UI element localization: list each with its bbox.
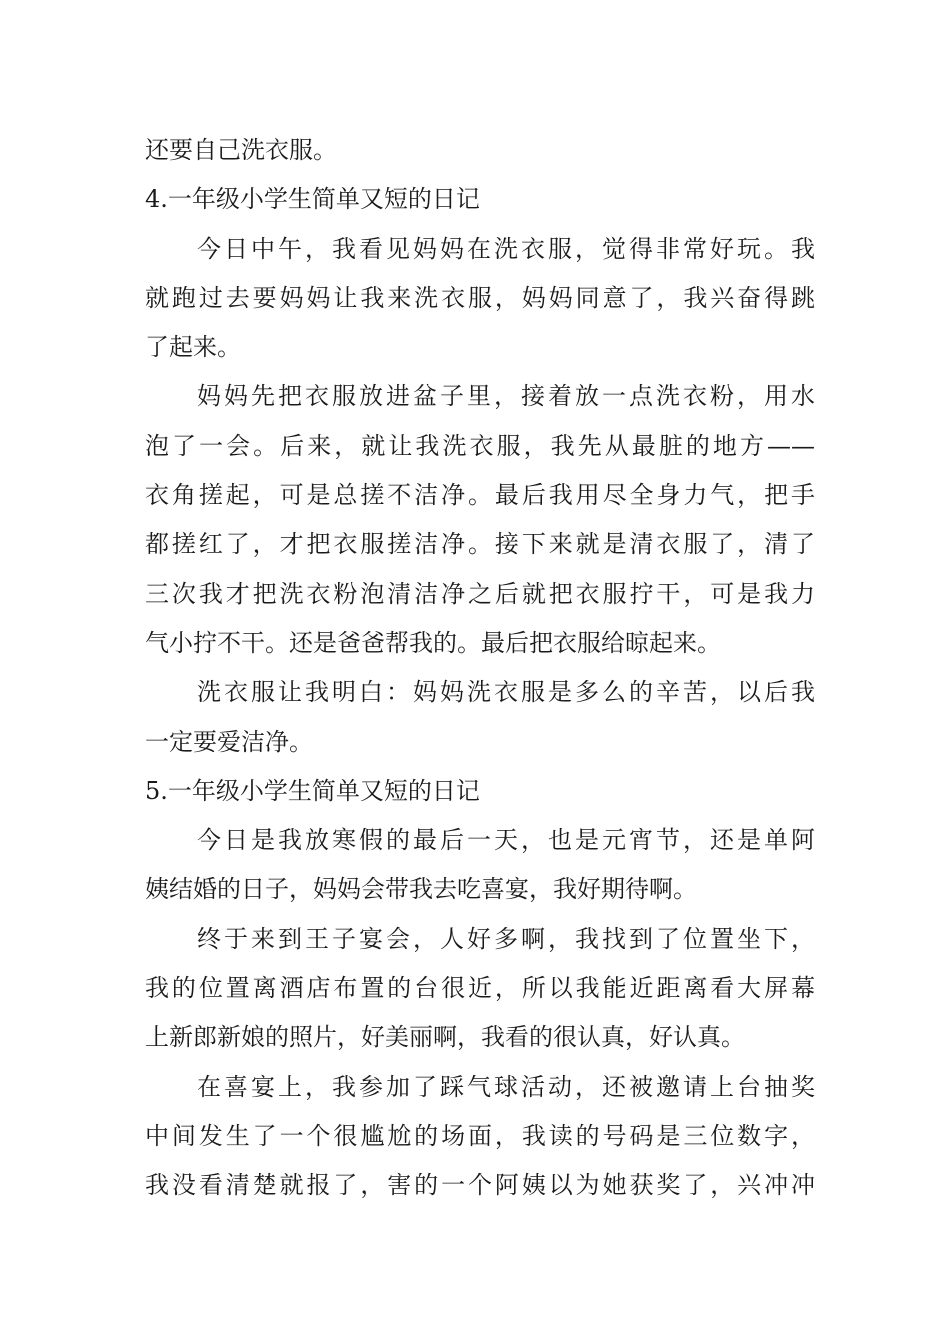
- section-4-paragraph-2: [145, 372, 815, 668]
- section-5-title: 5.一年级小学生简单又短的日记: [145, 776, 480, 805]
- section-4-paragraph-1: [145, 225, 815, 373]
- continuation-line: 还要自己洗衣服。: [145, 136, 337, 164]
- paragraph-line: 中间发生了一个很尴尬的场面，我读的号码是三位数字，: [145, 1121, 815, 1150]
- paragraph-line: 我没看清楚就报了，害的一个阿姨以为她获奖了，兴冲冲: [145, 1171, 815, 1200]
- paragraph-line: 我的位置离酒店布置的台很近，所以我能近距离看大屏幕: [145, 974, 815, 1003]
- section-4-paragraph-3: [145, 668, 815, 767]
- paragraph-line: 洗衣服让我明白：妈妈洗衣服是多么的辛苦，以后我: [197, 678, 815, 707]
- paragraph-line: 姨结婚的日子，妈妈会带我去吃喜宴，我好期待啊。: [145, 875, 697, 904]
- paragraph-line: 上新郎新娘的照片，好美丽啊，我看的很认真，好认真。: [145, 1023, 745, 1052]
- paragraph-line: 今日中午，我看见妈妈在洗衣服，觉得非常好玩。我: [197, 234, 815, 263]
- paragraph-line: 三次我才把洗衣粉泡清洁净之后就把衣服拧干，可是我力: [145, 579, 815, 608]
- section-5-paragraph-2: [145, 915, 815, 1063]
- paragraph-line: 了起来。: [145, 333, 241, 362]
- paragraph-line: 衣角搓起，可是总搓不洁净。最后我用尽全身力气，把手: [145, 481, 815, 510]
- section-5-paragraph-1: [145, 816, 815, 915]
- section-4-title: 4.一年级小学生简单又短的日记: [145, 185, 480, 214]
- section-5-paragraph-3: [145, 1063, 815, 1211]
- paragraph-line: 一定要爱洁净。: [145, 727, 313, 756]
- paragraph-line: 气小拧不干。还是爸爸帮我的。最后把衣服给晾起来。: [145, 628, 721, 657]
- paragraph-line: 都搓红了，才把衣服搓洁净。接下来就是清衣服了，清了: [145, 530, 815, 559]
- paragraph-line: 终于来到王子宴会，人好多啊，我找到了位置坐下，: [197, 924, 815, 953]
- paragraph-line: 今日是我放寒假的最后一天，也是元宵节，还是单阿: [197, 826, 815, 855]
- paragraph-line: 妈妈先把衣服放进盆子里，接着放一点洗衣粉，用水: [197, 382, 815, 411]
- paragraph-line: 泡了一会。后来，就让我洗衣服，我先从最脏的地方——: [145, 431, 815, 460]
- paragraph-line: 就跑过去要妈妈让我来洗衣服，妈妈同意了，我兴奋得跳: [145, 283, 815, 312]
- paragraph-line: 在喜宴上，我参加了踩气球活动，还被邀请上台抽奖: [197, 1072, 815, 1101]
- document-page: [145, 126, 815, 1211]
